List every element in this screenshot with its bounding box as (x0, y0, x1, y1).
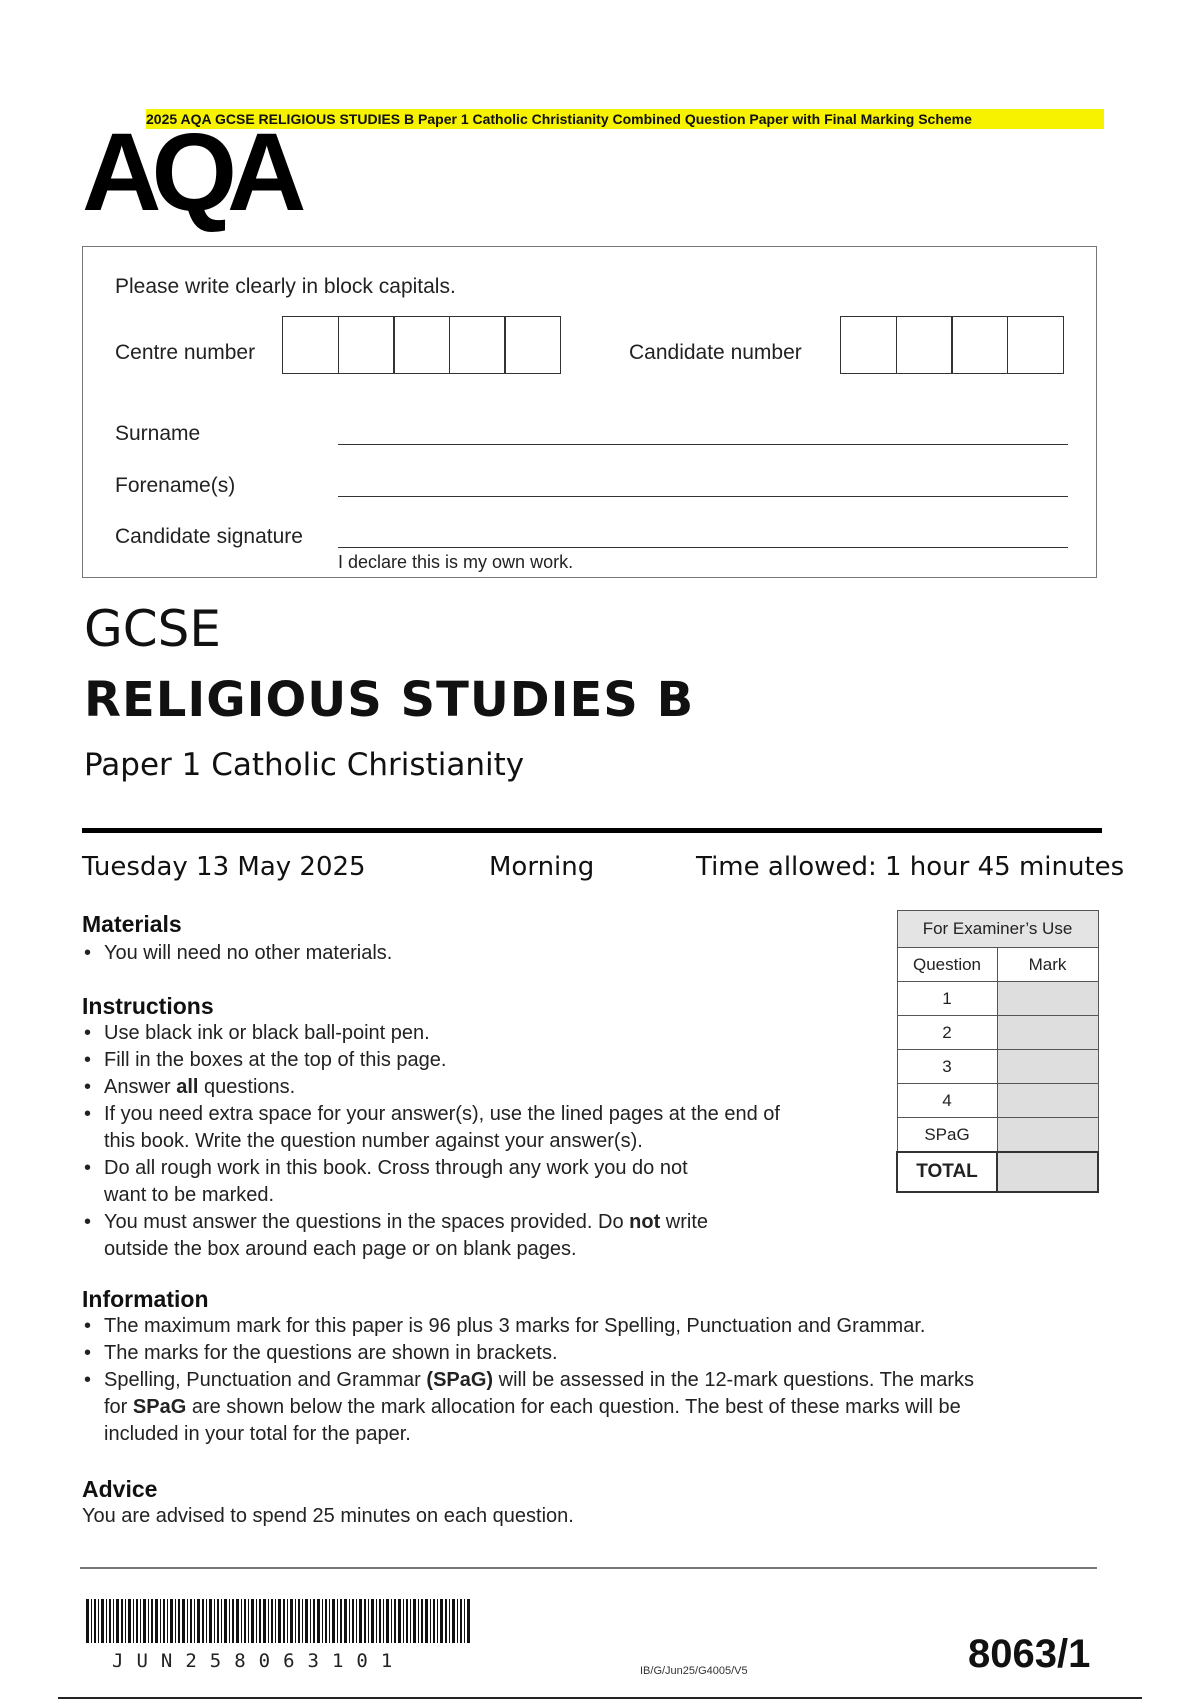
advice-text: You are advised to spend 25 minutes on each question. (82, 1505, 574, 1527)
materials-heading: Materials (82, 911, 182, 937)
aqa-logo: AQA (82, 111, 297, 234)
centre-number-cell[interactable] (393, 316, 450, 374)
instruction-item: • Answer all questions. (104, 1074, 902, 1101)
centre-number-cell[interactable] (282, 316, 339, 374)
forename-field[interactable] (338, 496, 1068, 497)
declaration-text: I declare this is my own work. (338, 552, 574, 572)
block-capitals-instruction: Please write clearly in block capitals. (115, 275, 456, 298)
information-item: • The maximum mark for this paper is 96 plus 3 marks for Spelling, Punctuation and Grammar. (104, 1313, 1102, 1340)
qualification-title: GCSE (84, 600, 221, 658)
question-number: 1 (897, 982, 997, 1016)
instruction-item: • Do all rough work in this book. Cross through any work you do not want to be marked. (104, 1155, 902, 1209)
information-item: • The marks for the questions are shown in brackets. (104, 1340, 1102, 1367)
instruction-item: • If you need extra space for your answer(s), use the lined pages at the end of this book. Write the question number against your answer(s). (104, 1101, 902, 1155)
time-allowed: Time allowed: 1 hour 45 minutes (696, 852, 1125, 882)
document-reference: IB/G/Jun25/G4005/V5 (640, 1665, 748, 1677)
mark-cell (997, 1016, 1098, 1050)
paper-title: Paper 1 Catholic Christianity (84, 747, 525, 783)
mark-cell (997, 1050, 1098, 1084)
instructions-heading: Instructions (82, 993, 214, 1019)
candidate-number-cell[interactable] (840, 316, 897, 374)
surname-field[interactable] (338, 444, 1068, 445)
candidate-number-label: Candidate number (629, 341, 802, 364)
information-item: • Spelling, Punctuation and Grammar (SPaG) will be assessed in the 12-mark questions. The marks for SPaG are shown below the mark allocation for each question. The best of these marks will be included in your total for the paper. (104, 1367, 1102, 1448)
forename-label: Forename(s) (115, 474, 236, 497)
question-number: 2 (897, 1016, 997, 1050)
information-section (82, 1286, 1102, 1448)
page-bottom-rule (58, 1697, 1142, 1699)
exam-session: Morning (489, 852, 595, 882)
examiner-table-title: For Examiner’s Use (897, 911, 1098, 948)
centre-number-cell[interactable] (449, 316, 506, 374)
instruction-item: • Use black ink or black ball-point pen. (104, 1020, 902, 1047)
candidate-number-grid (840, 316, 1070, 374)
candidate-number-cell[interactable] (951, 316, 1008, 374)
centre-number-cell[interactable] (338, 316, 395, 374)
question-number: 4 (897, 1084, 997, 1118)
exam-date: Tuesday 13 May 2025 (82, 852, 366, 882)
banner-title: 2025 AQA GCSE RELIGIOUS STUDIES B Paper 1 Catholic Christianity Combined Question Paper with Final Marking Scheme (146, 109, 1104, 129)
barcode-number: JUN258063101 (112, 1650, 406, 1672)
paper-code: 8063/1 (968, 1632, 1091, 1676)
total-mark-cell (997, 1152, 1098, 1192)
mark-cell (997, 1084, 1098, 1118)
surname-label: Surname (115, 422, 201, 445)
question-number: 3 (897, 1050, 997, 1084)
question-number: SPaG (897, 1118, 997, 1153)
instructions-section (82, 993, 902, 1263)
candidate-number-cell[interactable] (1007, 316, 1064, 374)
candidate-number-cell[interactable] (896, 316, 953, 374)
signature-label: Candidate signature (115, 525, 303, 548)
total-label: TOTAL (897, 1152, 997, 1192)
mark-cell (997, 1118, 1098, 1153)
signature-field[interactable] (338, 547, 1068, 548)
centre-number-grid (282, 316, 572, 374)
mark-column-header: Mark (997, 948, 1098, 982)
materials-item: • You will need no other materials. (104, 940, 872, 967)
centre-number-label: Centre number (115, 341, 256, 364)
header-divider (82, 828, 1102, 833)
mark-cell (997, 982, 1098, 1016)
barcode-icon (86, 1599, 470, 1643)
centre-number-cell[interactable] (504, 316, 561, 374)
information-heading: Information (82, 1286, 209, 1312)
instruction-item: • Fill in the boxes at the top of this page. (104, 1047, 902, 1074)
instruction-item: • You must answer the questions in the spaces provided. Do not write outside the box around each page or on blank pages. (104, 1209, 902, 1263)
question-column-header: Question (897, 948, 997, 982)
examiner-use-table (896, 910, 1099, 1193)
materials-section (82, 911, 872, 967)
subject-title: RELIGIOUS STUDIES B (84, 672, 695, 728)
footer-divider (80, 1567, 1097, 1569)
advice-section (82, 1476, 1082, 1530)
candidate-details-box (82, 246, 1097, 578)
advice-heading: Advice (82, 1476, 158, 1502)
